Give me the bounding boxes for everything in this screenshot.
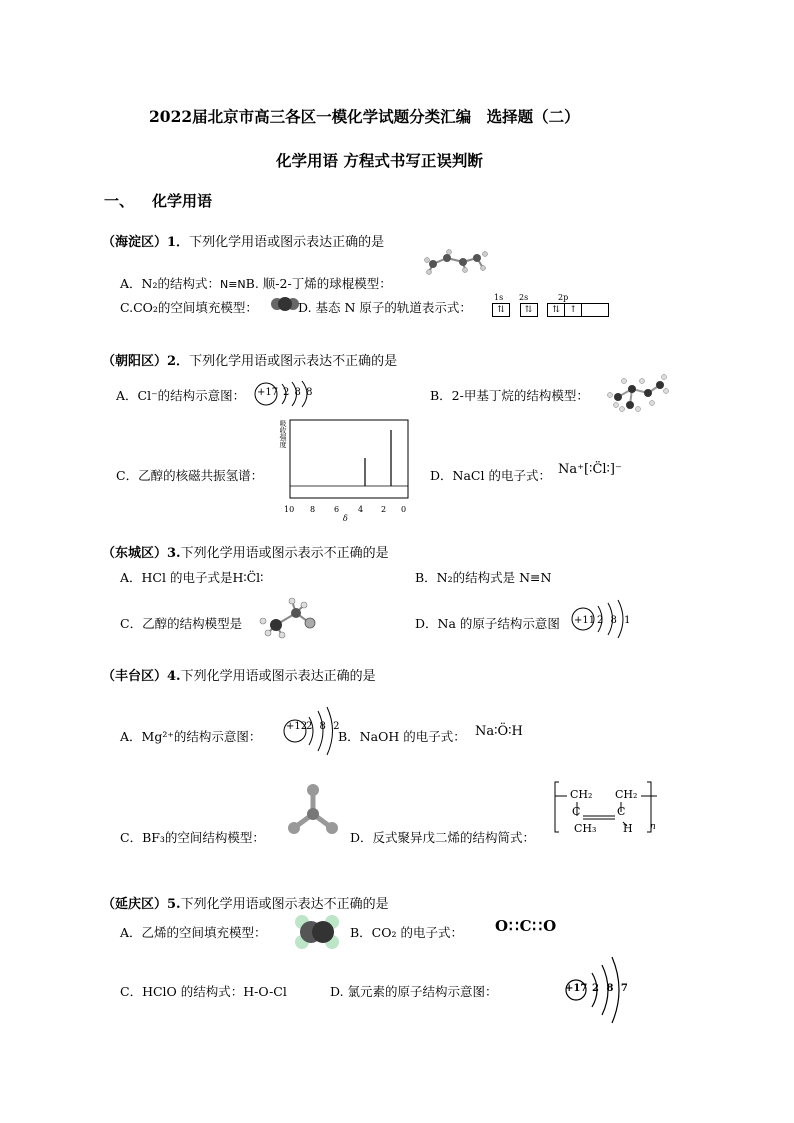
orbital-label: 2p	[558, 293, 569, 302]
ethylene-space-filling-icon	[292, 912, 342, 952]
q3-option-c	[120, 614, 242, 632]
nmr-spectrum-chart	[278, 418, 413, 524]
question-number: 2．	[167, 354, 190, 369]
question-number: 1．	[167, 235, 190, 250]
q3-option-b	[415, 568, 551, 586]
orbital-box: ⇅	[547, 303, 565, 317]
option-text: C．BF₃的空间结构模型：	[120, 830, 265, 845]
naoh-electron-formula: Na∶Ö∶H	[475, 724, 523, 739]
q3-option-a	[120, 568, 263, 586]
district-label: （东城区）	[102, 546, 168, 561]
option-text: A．Cl⁻的结构示意图：	[116, 388, 246, 403]
option-text: D．Na 的原子结构示意图	[415, 616, 560, 631]
option-text: D．反式聚异戊二烯的结构简式：	[350, 830, 536, 845]
q2-option-d	[430, 466, 551, 484]
question-4-stem	[102, 665, 376, 684]
ethanol-ball-stick-icon	[258, 597, 320, 639]
section-number: 一、	[104, 192, 135, 210]
tick-label: 2	[381, 505, 387, 514]
electron-shells: 2 8 7	[592, 983, 630, 994]
q4-option-c	[120, 828, 265, 846]
question-1-stem	[102, 231, 384, 250]
q4-option-a	[120, 727, 261, 745]
bf3-structure-model-icon	[282, 780, 344, 840]
electron-shells: 2 8 8	[283, 387, 314, 398]
nacl-electron-formula: Na⁺[∶C̈l∶]⁻	[558, 462, 622, 477]
q4-option-b	[338, 727, 466, 745]
q1-option-a	[120, 274, 392, 292]
district-label: （海淀区）	[102, 235, 168, 250]
nucleus-charge: +17	[565, 983, 588, 994]
struct-atom: C	[617, 805, 626, 818]
option-text: B．2-甲基丁烷的结构模型：	[430, 388, 589, 403]
structural-formula: N≡N	[219, 278, 246, 291]
option-text: C．HClO 的结构式：H-O-Cl	[120, 984, 287, 999]
q4-option-d	[350, 828, 535, 846]
district-label: （延庆区）	[102, 897, 168, 912]
tick-label: 0	[401, 505, 407, 514]
tick-label: 6	[334, 505, 340, 514]
orbital-label: 1s	[494, 293, 504, 302]
option-text: A．N₂的结构式：	[120, 276, 220, 291]
orbital-box: ↑	[564, 303, 582, 317]
struct-group: CH₂	[615, 788, 638, 801]
page-subtitle: 化学用语 方程式书写正误判断	[276, 151, 483, 170]
q3-option-d	[415, 614, 560, 632]
option-text: A．乙烯的空间填充模型：	[120, 925, 267, 940]
option-text: D．NaCl 的电子式：	[430, 468, 551, 483]
option-text: B．NaOH 的电子式：	[338, 729, 466, 744]
question-text: 下列化学用语或图示表达正确的是	[189, 235, 385, 250]
tick-label: 10	[284, 505, 295, 514]
q1-option-b: B. 顺-2-丁烯的球棍模型：	[245, 276, 392, 291]
option-text: D. 氯元素的原子结构示意图：	[330, 984, 498, 999]
struct-group: CH₂	[570, 788, 593, 801]
q5-option-c	[120, 982, 287, 1000]
question-3-stem	[102, 542, 389, 561]
struct-subscript: n	[650, 822, 656, 832]
nucleus-charge: +17	[257, 387, 279, 398]
q2-option-c	[116, 466, 263, 484]
question-number: 3.	[167, 546, 181, 561]
question-number: 4.	[167, 669, 181, 684]
struct-atom: H	[623, 822, 633, 835]
option-text: A．HCl 的电子式是	[120, 570, 233, 585]
option-text: B．N₂的结构式是 N≡N	[415, 570, 552, 585]
q2-option-b	[430, 386, 589, 404]
q5-option-a	[120, 923, 267, 941]
option-text: C．乙醇的结构模型是	[120, 616, 243, 631]
question-text: 下列化学用语或图示表达不正确的是	[189, 354, 398, 369]
nucleus-charge: +12	[286, 721, 308, 732]
q5-option-d	[330, 982, 498, 1000]
cis-2-butene-ball-stick-icon	[425, 250, 487, 280]
nmr-y-axis-label: 吸收强度	[279, 420, 287, 448]
tick-label: 8	[310, 505, 316, 514]
struct-group: CH₃	[574, 822, 597, 835]
question-text: 下列化学用语或图示表达正确的是	[180, 669, 376, 684]
option-text: D. 基态 N 原子的轨道表示式：	[298, 300, 472, 315]
page-title: 2022届北京市高三各区一模化学试题分类汇编 选择题（二）	[149, 107, 580, 126]
hcl-electron-formula: H∶C̈l∶	[232, 570, 264, 585]
struct-atom: C	[572, 805, 581, 818]
district-label: （丰台区）	[102, 669, 168, 684]
section-title: 化学用语	[152, 192, 213, 210]
option-text: A．Mg²⁺的结构示意图：	[120, 729, 262, 744]
option-text: B．CO₂ 的电子式：	[350, 925, 463, 940]
orbital-label: 2s	[519, 293, 529, 302]
electron-shells: 2 8 1	[597, 615, 633, 626]
q1-option-c	[120, 298, 258, 316]
orbital-box	[581, 303, 609, 317]
q5-option-b	[350, 923, 463, 941]
2-methylbutane-ball-stick-icon	[604, 375, 666, 411]
co2-electron-formula: O∷C∷O	[495, 917, 558, 935]
electron-shells: 2 8 2	[306, 721, 342, 732]
orbital-box: ⇅	[492, 303, 510, 317]
nucleus-charge: +11	[574, 615, 596, 626]
tick-label: 4	[358, 505, 364, 514]
co2-space-filling-icon	[270, 294, 300, 314]
option-text: C.CO₂的空间填充模型：	[120, 300, 258, 315]
nmr-x-axis-unit: δ	[343, 514, 348, 523]
question-text: 下列化学用语或图示表达不正确的是	[180, 897, 389, 912]
q2-option-a	[116, 386, 245, 404]
question-5-stem	[102, 893, 389, 912]
question-2-stem	[102, 350, 397, 369]
question-number: 5.	[167, 897, 181, 912]
option-text: C．乙醇的核磁共振氢谱：	[116, 468, 264, 483]
orbital-box: ⇅	[520, 303, 538, 317]
q1-option-d	[298, 298, 472, 316]
district-label: （朝阳区）	[102, 354, 168, 369]
question-text: 下列化学用语或图示表示不正确的是	[180, 546, 389, 561]
